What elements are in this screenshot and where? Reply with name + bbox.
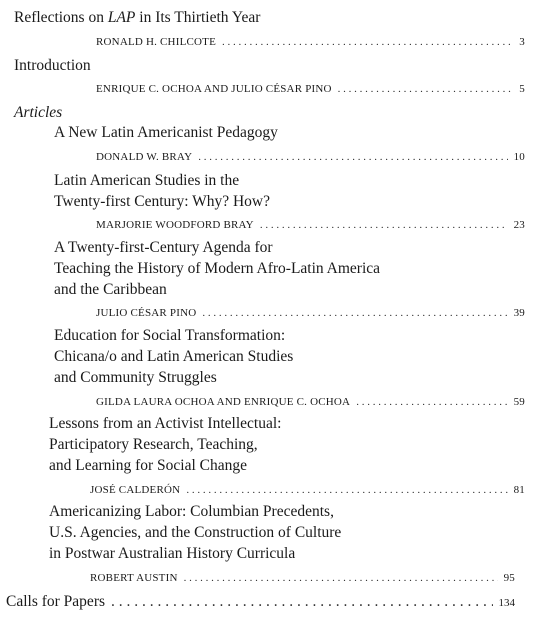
entry-page-number: 23 (513, 219, 525, 231)
article-title-line: U.S. Agencies, and the Construction of Culture (49, 524, 342, 541)
article-title-line: and Learning for Social Change (49, 457, 247, 474)
article-title-line: Americanizing Labor: Columbian Precedents, (49, 503, 334, 520)
article-title-line: Lessons from an Activist Intellectual: (49, 415, 282, 432)
entry-page-number: 3 (519, 36, 525, 48)
dot-leader (111, 592, 492, 612)
dot-leader (338, 82, 514, 96)
article-title-line: Participatory Research, Teaching, (49, 436, 258, 453)
dot-leader (356, 395, 507, 409)
entry-row-calls-for-papers (6, 592, 515, 613)
dot-leader (260, 218, 508, 232)
entry-page-number: 134 (498, 597, 515, 609)
entry-author-row (96, 395, 525, 409)
entry-page-number: 81 (513, 484, 525, 496)
article-title-line: Chicana/o and Latin American Studies (54, 348, 294, 365)
entry-page-number: 5 (519, 83, 525, 95)
entry-author: ENRIQUE C. OCHOA AND JULIO CÉSAR PINO (96, 83, 332, 95)
journal-abbrev: LAP (107, 9, 136, 26)
entry-author-row (90, 571, 515, 585)
entry-page-number: 59 (513, 396, 525, 408)
dot-leader (222, 35, 513, 49)
dot-leader (184, 571, 498, 585)
article-title-line: A Twenty-first-Century Agenda for (54, 239, 273, 256)
entry-author-row (96, 82, 525, 96)
entry-author-row (90, 483, 525, 497)
entry-author: MARJORIE WOODFORD BRAY (96, 219, 254, 231)
article-title-line: A New Latin Americanist Pedagogy (54, 124, 278, 141)
entry-author: DONALD W. BRAY (96, 151, 193, 163)
article-title-line: and Community Struggles (54, 369, 217, 386)
article-title-line: Education for Social Transformation: (54, 327, 286, 344)
article-title-line: Twenty-first Century: Why? How? (54, 193, 271, 210)
entry-author: JULIO CÉSAR PINO (96, 307, 197, 319)
entry-author: ROBERT AUSTIN (90, 572, 178, 584)
article-title-line: Latin American Studies in the (54, 172, 240, 189)
entry-author: RONALD H. CHILCOTE (96, 36, 217, 48)
entry-page-number: 10 (513, 151, 525, 163)
entry-author: JOSÉ CALDERÓN (90, 484, 181, 496)
article-title-line: and the Caribbean (54, 281, 167, 298)
entry-author-row (96, 218, 525, 232)
dot-leader (186, 483, 507, 497)
entry-author: GILDA LAURA OCHOA AND ENRIQUE C. OCHOA (96, 396, 351, 408)
entry-author-row (96, 150, 525, 164)
entry-page-number: 95 (503, 572, 515, 584)
entry-title-introduction: Introduction (14, 57, 91, 74)
dot-leader (202, 306, 507, 320)
article-title-line: Teaching the History of Modern Afro-Latin America (54, 260, 381, 277)
article-title-line: in Postwar Australian History Curricula (49, 545, 296, 562)
entry-page-number: 39 (513, 307, 525, 319)
entry-author-row (96, 35, 525, 49)
section-heading-articles: Articles (14, 104, 63, 121)
entry-title-calls-for-papers: Calls for Papers (6, 593, 106, 610)
dot-leader (198, 150, 507, 164)
entry-title-reflections: Reflections on LAP in Its Thirtieth Year (14, 9, 261, 26)
entry-author-row (96, 306, 525, 320)
